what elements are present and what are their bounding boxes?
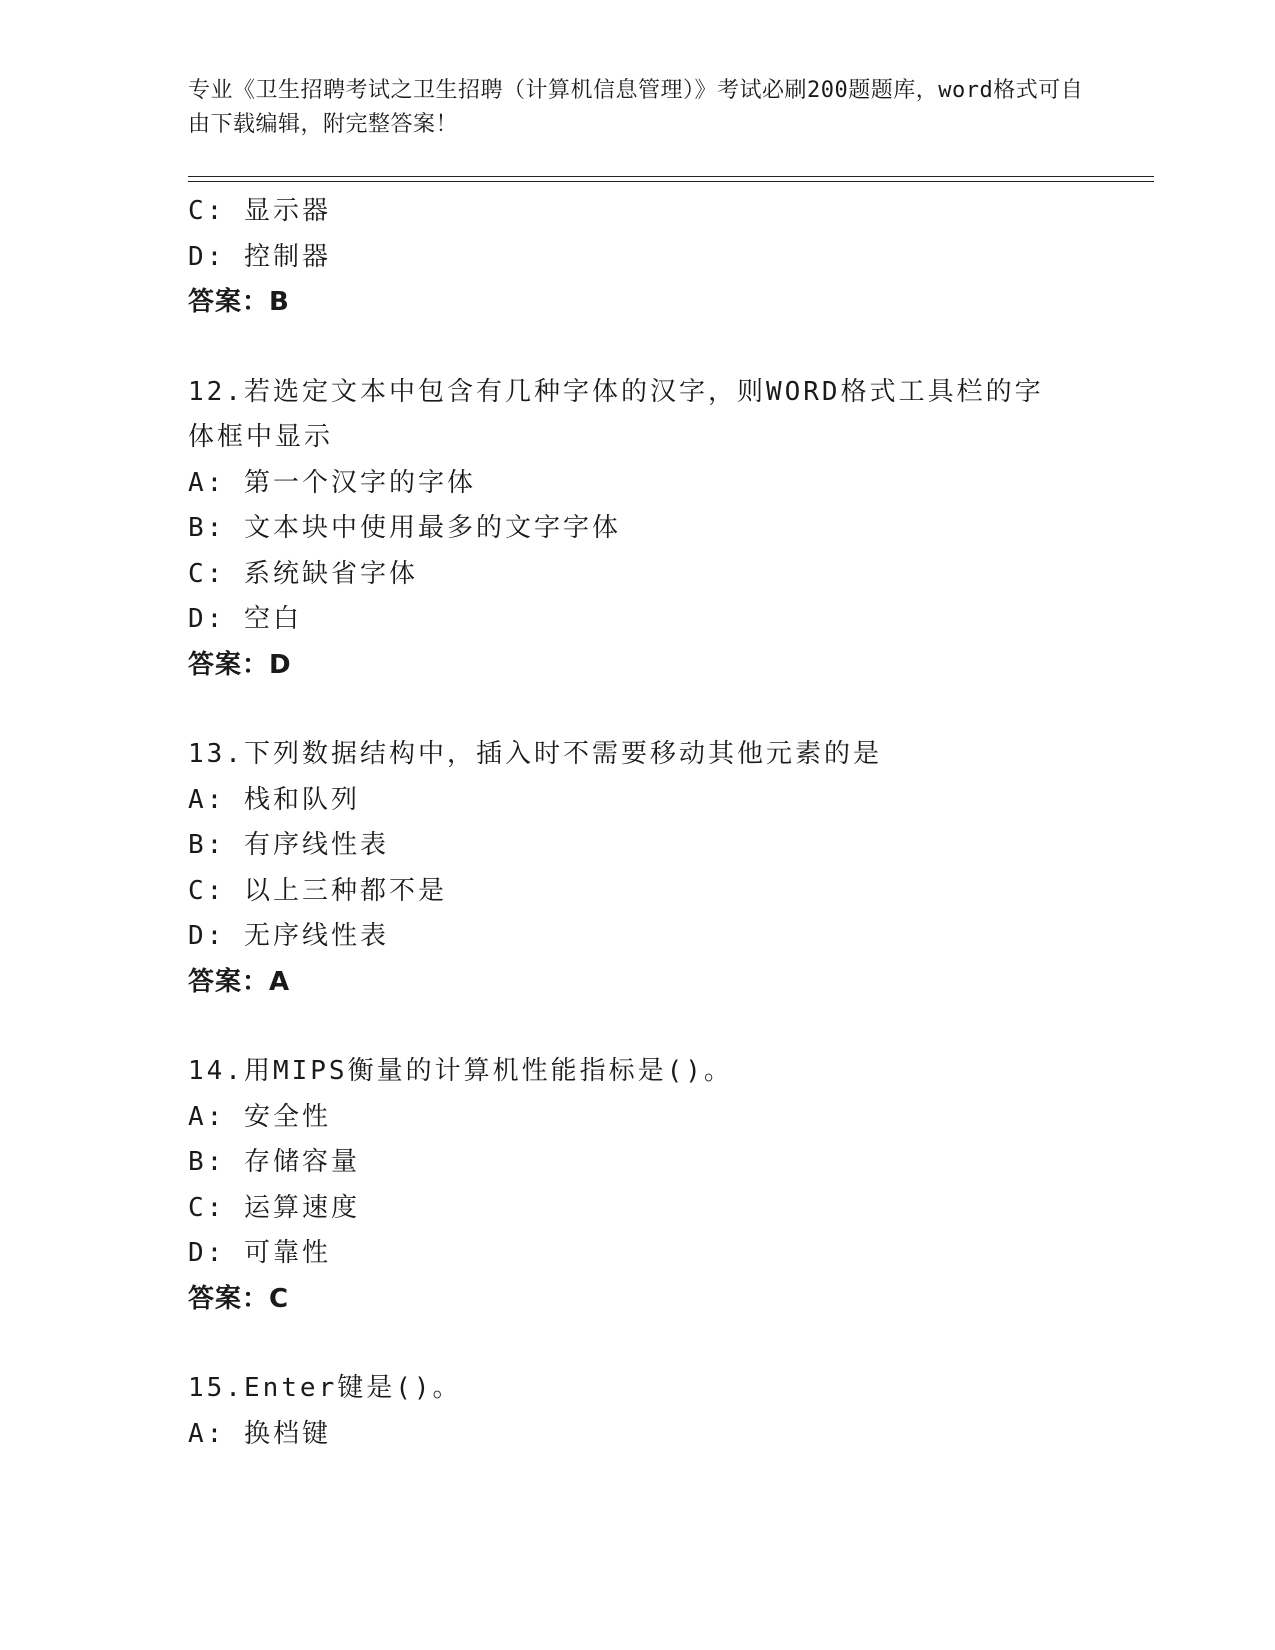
option-d: D: 无序线性表 [188,921,389,951]
answer-label: 答案：D [188,649,292,680]
option-c: C: 以上三种都不是 [188,875,447,906]
option-a: A: 第一个汉字的字体 [188,467,476,498]
question-stem: 15.Enter键是()。 [188,1373,462,1403]
answer-label: 答案：A [188,966,291,997]
option-c: C: 运算速度 [188,1192,360,1223]
option-c: C: 系统缺省字体 [188,558,418,589]
question-12 [188,370,1128,689]
document-body [188,189,1128,1457]
answer-label: 答案：B [188,287,290,317]
header-divider-bottom [188,181,1154,182]
option-d: D: 控制器 [188,241,331,272]
document-header: 专业《卫生招聘考试之卫生招聘（计算机信息管理）》考试必刷200题题库，word格式可自由下载编辑，附完整答案！ [188,78,1084,137]
question-13 [188,732,1128,1005]
question-11-continued [188,189,1128,326]
option-c: C: 显示器 [188,196,331,226]
question-stem: 13.下列数据结构中，插入时不需要移动其他元素的是 [188,739,882,769]
option-b: B: 有序线性表 [188,830,389,860]
question-stem: 12.若选定文本中包含有几种字体的汉字，则WORD格式工具栏的字体框中显示 [188,376,1044,452]
spacer [188,326,1128,370]
header-divider-top [188,176,1154,177]
option-a: A: 安全性 [188,1101,331,1132]
question-14 [188,1049,1128,1322]
answer-label: 答案：C [188,1283,290,1314]
spacer [188,1322,1128,1366]
option-d: D: 空白 [188,604,302,634]
option-a: A: 换档键 [188,1418,331,1449]
option-d: D: 可靠性 [188,1238,331,1268]
question-stem: 14.用MIPS衡量的计算机性能指标是()。 [188,1056,733,1086]
question-15 [188,1366,1128,1457]
spacer [188,1005,1128,1049]
spacer [188,688,1128,732]
option-b: B: 存储容量 [188,1147,360,1177]
option-a: A: 栈和队列 [188,784,360,815]
option-b: B: 文本块中使用最多的文字字体 [188,513,621,543]
